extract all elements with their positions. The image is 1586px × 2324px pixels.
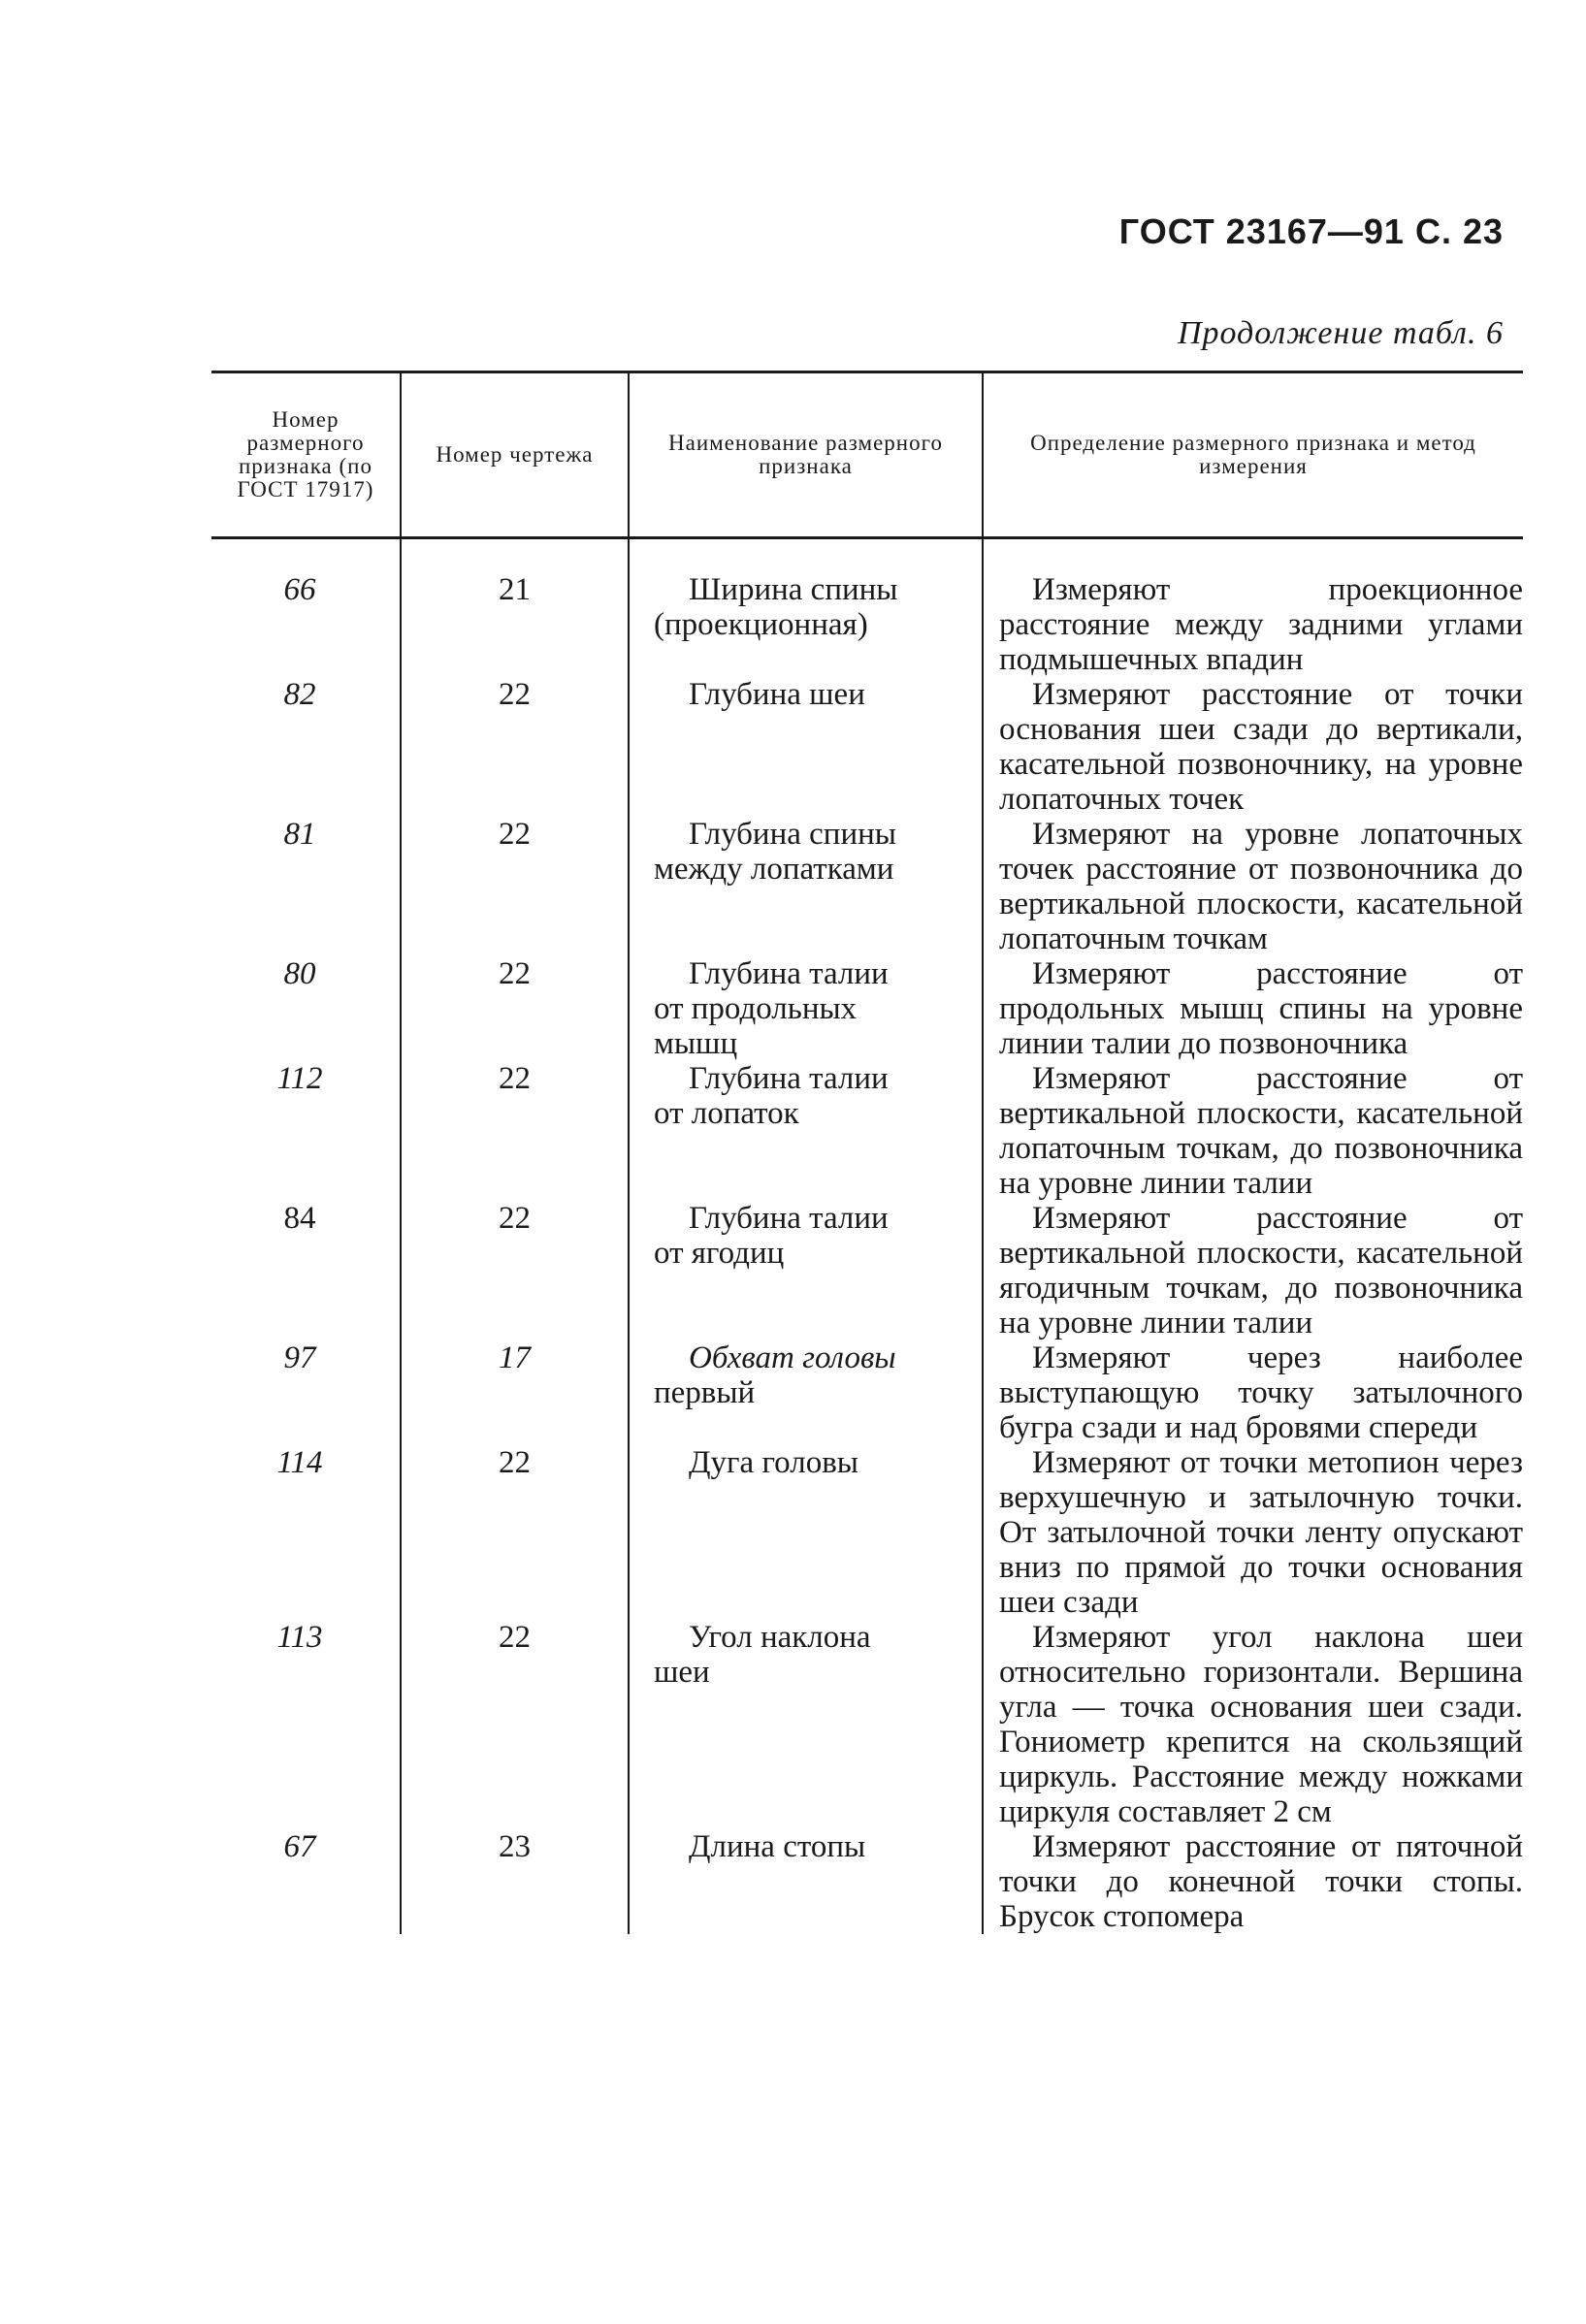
feature-number: 66 bbox=[283, 572, 316, 607]
measurement-table bbox=[211, 371, 1523, 1934]
drawing-number: 21 bbox=[401, 538, 629, 678]
table-row bbox=[211, 1340, 1523, 1445]
table-row bbox=[211, 956, 1523, 1061]
feature-name-line: первый bbox=[654, 1375, 756, 1410]
feature-name bbox=[629, 677, 983, 817]
definition-text: Измеряют проекционное расстояние между задними углами подмышечных впадин bbox=[999, 572, 1523, 677]
feature-number: 97 bbox=[283, 1340, 316, 1375]
table-row bbox=[211, 1445, 1523, 1620]
table-header-row bbox=[211, 372, 1523, 538]
feature-name bbox=[629, 1201, 983, 1340]
feature-definition bbox=[983, 1340, 1523, 1445]
feature-name-line: Обхват головы bbox=[689, 1340, 896, 1375]
drawing-number: 22 bbox=[401, 1620, 629, 1829]
feature-definition bbox=[983, 817, 1523, 956]
feature-name-line: (проекционная) bbox=[654, 607, 868, 642]
feature-number: 112 bbox=[276, 1061, 323, 1096]
column-header-feature-name: Наименование размерного признака bbox=[629, 372, 983, 538]
table-continuation-label: Продолжение табл. 6 bbox=[1177, 315, 1504, 351]
column-header-feature-number: Номер размерного признака (по ГОСТ 17917) bbox=[237, 406, 374, 502]
definition-text: Измеряют расстояние от точки основания шеи сзади до вертикали, касательной позвоночнику, на уровне лопаточных точек bbox=[999, 677, 1523, 817]
definition-text: Измеряют от точки метопион через верхушечную и затылочную точки. От затылочной точки ленту опускают вниз по прямой до точки основания шеи сзади bbox=[999, 1445, 1523, 1620]
feature-name-line: между лопатками bbox=[654, 852, 894, 887]
table-row bbox=[211, 1061, 1523, 1201]
feature-name bbox=[629, 1445, 983, 1620]
feature-definition bbox=[983, 538, 1523, 678]
table-row bbox=[211, 817, 1523, 956]
feature-name-line: мышц bbox=[654, 1026, 738, 1061]
feature-name bbox=[629, 1620, 983, 1829]
feature-number: 113 bbox=[276, 1620, 323, 1655]
feature-name-line: Глубина талии bbox=[689, 1061, 889, 1096]
column-header-definition: Определение размерного признака и метод измерения bbox=[983, 372, 1523, 538]
definition-text: Измеряют расстояние от продольных мышц спины на уровне линии талии до позвоночника bbox=[999, 956, 1523, 1061]
feature-name bbox=[629, 1061, 983, 1201]
feature-name-line: от ягодиц bbox=[654, 1236, 785, 1271]
feature-name-line: Ширина спины bbox=[689, 572, 898, 607]
feature-name bbox=[629, 1340, 983, 1445]
table-row bbox=[211, 538, 1523, 678]
definition-text: Измеряют расстояние от пяточной точки до конечной точки стопы. Брусок стопомера bbox=[999, 1829, 1523, 1934]
feature-number: 81 bbox=[283, 817, 316, 852]
feature-name-line: Глубина шеи bbox=[689, 677, 865, 712]
table-row bbox=[211, 1201, 1523, 1340]
drawing-number: 17 bbox=[401, 1340, 629, 1445]
feature-name-line: Глубина талии bbox=[689, 1201, 889, 1236]
page-title: ГОСТ 23167—91 С. 23 bbox=[1118, 211, 1504, 251]
definition-text: Измеряют расстояние от вертикальной плоскости, касательной ягодичным точкам, до позвоночника на уровне линии талии bbox=[999, 1201, 1523, 1340]
feature-name-line: Глубина талии bbox=[689, 956, 889, 991]
feature-name bbox=[629, 956, 983, 1061]
feature-name-line: шеи bbox=[654, 1655, 710, 1690]
definition-text: Измеряют угол наклона шеи относительно горизонтали. Вершина угла — точка основания шеи сзади. Гониометр крепится на скользящий циркуль. Расстояние между ножками циркуля составляет 2 см bbox=[999, 1620, 1523, 1829]
feature-name-line: Глубина спины bbox=[689, 817, 896, 852]
feature-name-line: Угол наклона bbox=[689, 1620, 871, 1655]
feature-definition bbox=[983, 677, 1523, 817]
feature-definition bbox=[983, 1201, 1523, 1340]
drawing-number: 22 bbox=[401, 956, 629, 1061]
feature-number: 114 bbox=[276, 1445, 323, 1480]
drawing-number: 22 bbox=[401, 1445, 629, 1620]
feature-name bbox=[629, 1829, 983, 1934]
feature-name-line: Длина стопы bbox=[689, 1829, 866, 1864]
drawing-number: 22 bbox=[401, 1061, 629, 1201]
column-header-drawing-number: Номер чертежа bbox=[401, 372, 629, 538]
table-row bbox=[211, 1620, 1523, 1829]
feature-definition bbox=[983, 1620, 1523, 1829]
table-row bbox=[211, 677, 1523, 817]
feature-definition bbox=[983, 1829, 1523, 1934]
feature-definition bbox=[983, 1061, 1523, 1201]
feature-name bbox=[629, 817, 983, 956]
drawing-number: 22 bbox=[401, 817, 629, 956]
drawing-number: 22 bbox=[401, 1201, 629, 1340]
feature-number: 82 bbox=[283, 677, 316, 712]
feature-name-line: от продольных bbox=[654, 991, 858, 1026]
drawing-number: 23 bbox=[401, 1829, 629, 1934]
definition-text: Измеряют расстояние от вертикальной плоскости, касательной лопаточным точкам, до позвоночника на уровне линии талии bbox=[999, 1061, 1523, 1201]
feature-number: 84 bbox=[283, 1201, 316, 1236]
feature-number: 67 bbox=[283, 1829, 316, 1864]
feature-definition bbox=[983, 1445, 1523, 1620]
table-row bbox=[211, 1829, 1523, 1934]
definition-text: Измеряют на уровне лопаточных точек расстояние от позвоночника до вертикальной плоскости, касательной лопаточным точкам bbox=[999, 817, 1523, 956]
feature-definition bbox=[983, 956, 1523, 1061]
definition-text: Измеряют через наиболее выступающую точку затылочного бугра сзади и над бровями спереди bbox=[999, 1340, 1523, 1445]
feature-name bbox=[629, 538, 983, 678]
feature-name-line: Дуга головы bbox=[689, 1445, 858, 1480]
feature-number: 80 bbox=[283, 956, 316, 991]
drawing-number: 22 bbox=[401, 677, 629, 817]
feature-name-line: от лопаток bbox=[654, 1096, 799, 1131]
